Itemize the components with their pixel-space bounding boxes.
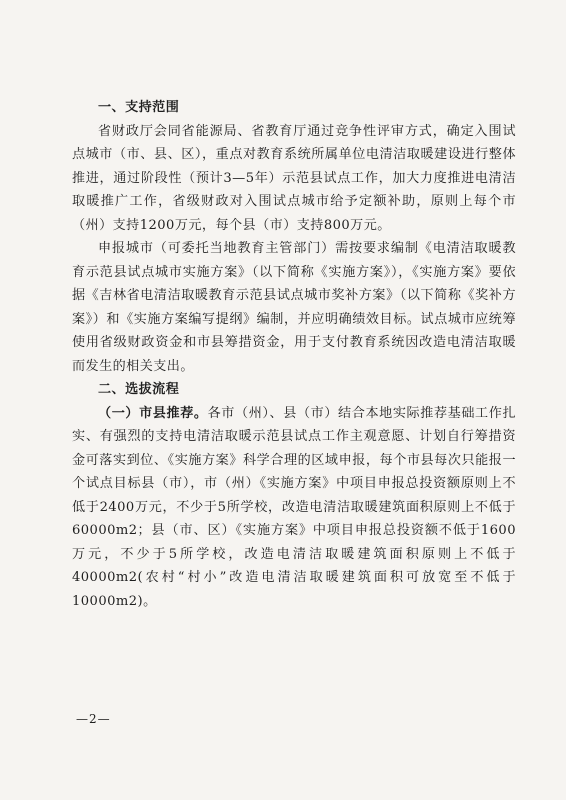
page-number: —2— — [76, 712, 111, 726]
paragraph-body-county-recommendation: 各市（州）、县（市）结合本地实际推荐基础工作扎实、有强烈的支持电清洁取暖示范县试点工作主观意愿、计划自行筹措资金可落实到位、《实施方案》科学合理的区域申报，每个市县每次只能报一个试点目标县（市），市（州）《实施方案》中项目申报总投资额原则上不低于2400万元，不少于5所学校，改造电清洁取暖建筑面积原则上不低于60000m2；县（市、区）《实施方案》中项目申报总投资额不低于1600万元，不少于5所学校，改造电清洁取暖建筑面积原则上不低于40000m2(农村“村小”改造电清洁取暖建筑面积可放宽至不低于10000m2)。 — [72, 405, 516, 609]
section-heading-selection-process: 二、选拔流程 — [98, 382, 180, 397]
paragraph-application-plan: 申报城市（可委托当地教育主管部门）需按要求编制《电清洁取暖教育示范县试点城市实施方案》（以下简称《实施方案》），《实施方案》要依据《吉林省电清洁取暖教育示范县试点城市奖补方案》（以下简称《奖补方案》）和《实施方案编写提纲》编制，并应明确绩效目标。试点城市应统筹使用省级财政资金和市县筹措资金，用于支付教育系统因改造电清洁取暖而发生的相关支出。 — [72, 241, 516, 374]
paragraph-support-scope: 省财政厅会同省能源局、省教育厅通过竞争性评审方式，确定入围试点城市（市、县、区），重点对教育系统所属单位电清洁取暖建设进行整体推进，通过阶段性（预计3—5年）示范县试点工作，加大力度推进电清洁取暖推广工作，省级财政对入围试点城市给予定额补助，原则上每个市（州）支持1200万元，每个县（市）支持800万元。 — [72, 123, 516, 233]
paragraph-county-recommendation — [72, 402, 516, 614]
paragraph-lead-county-recommendation: （一）市县推荐。 — [98, 405, 208, 421]
section-heading-support-scope: 一、支持范围 — [98, 100, 180, 115]
document-body — [72, 96, 516, 613]
